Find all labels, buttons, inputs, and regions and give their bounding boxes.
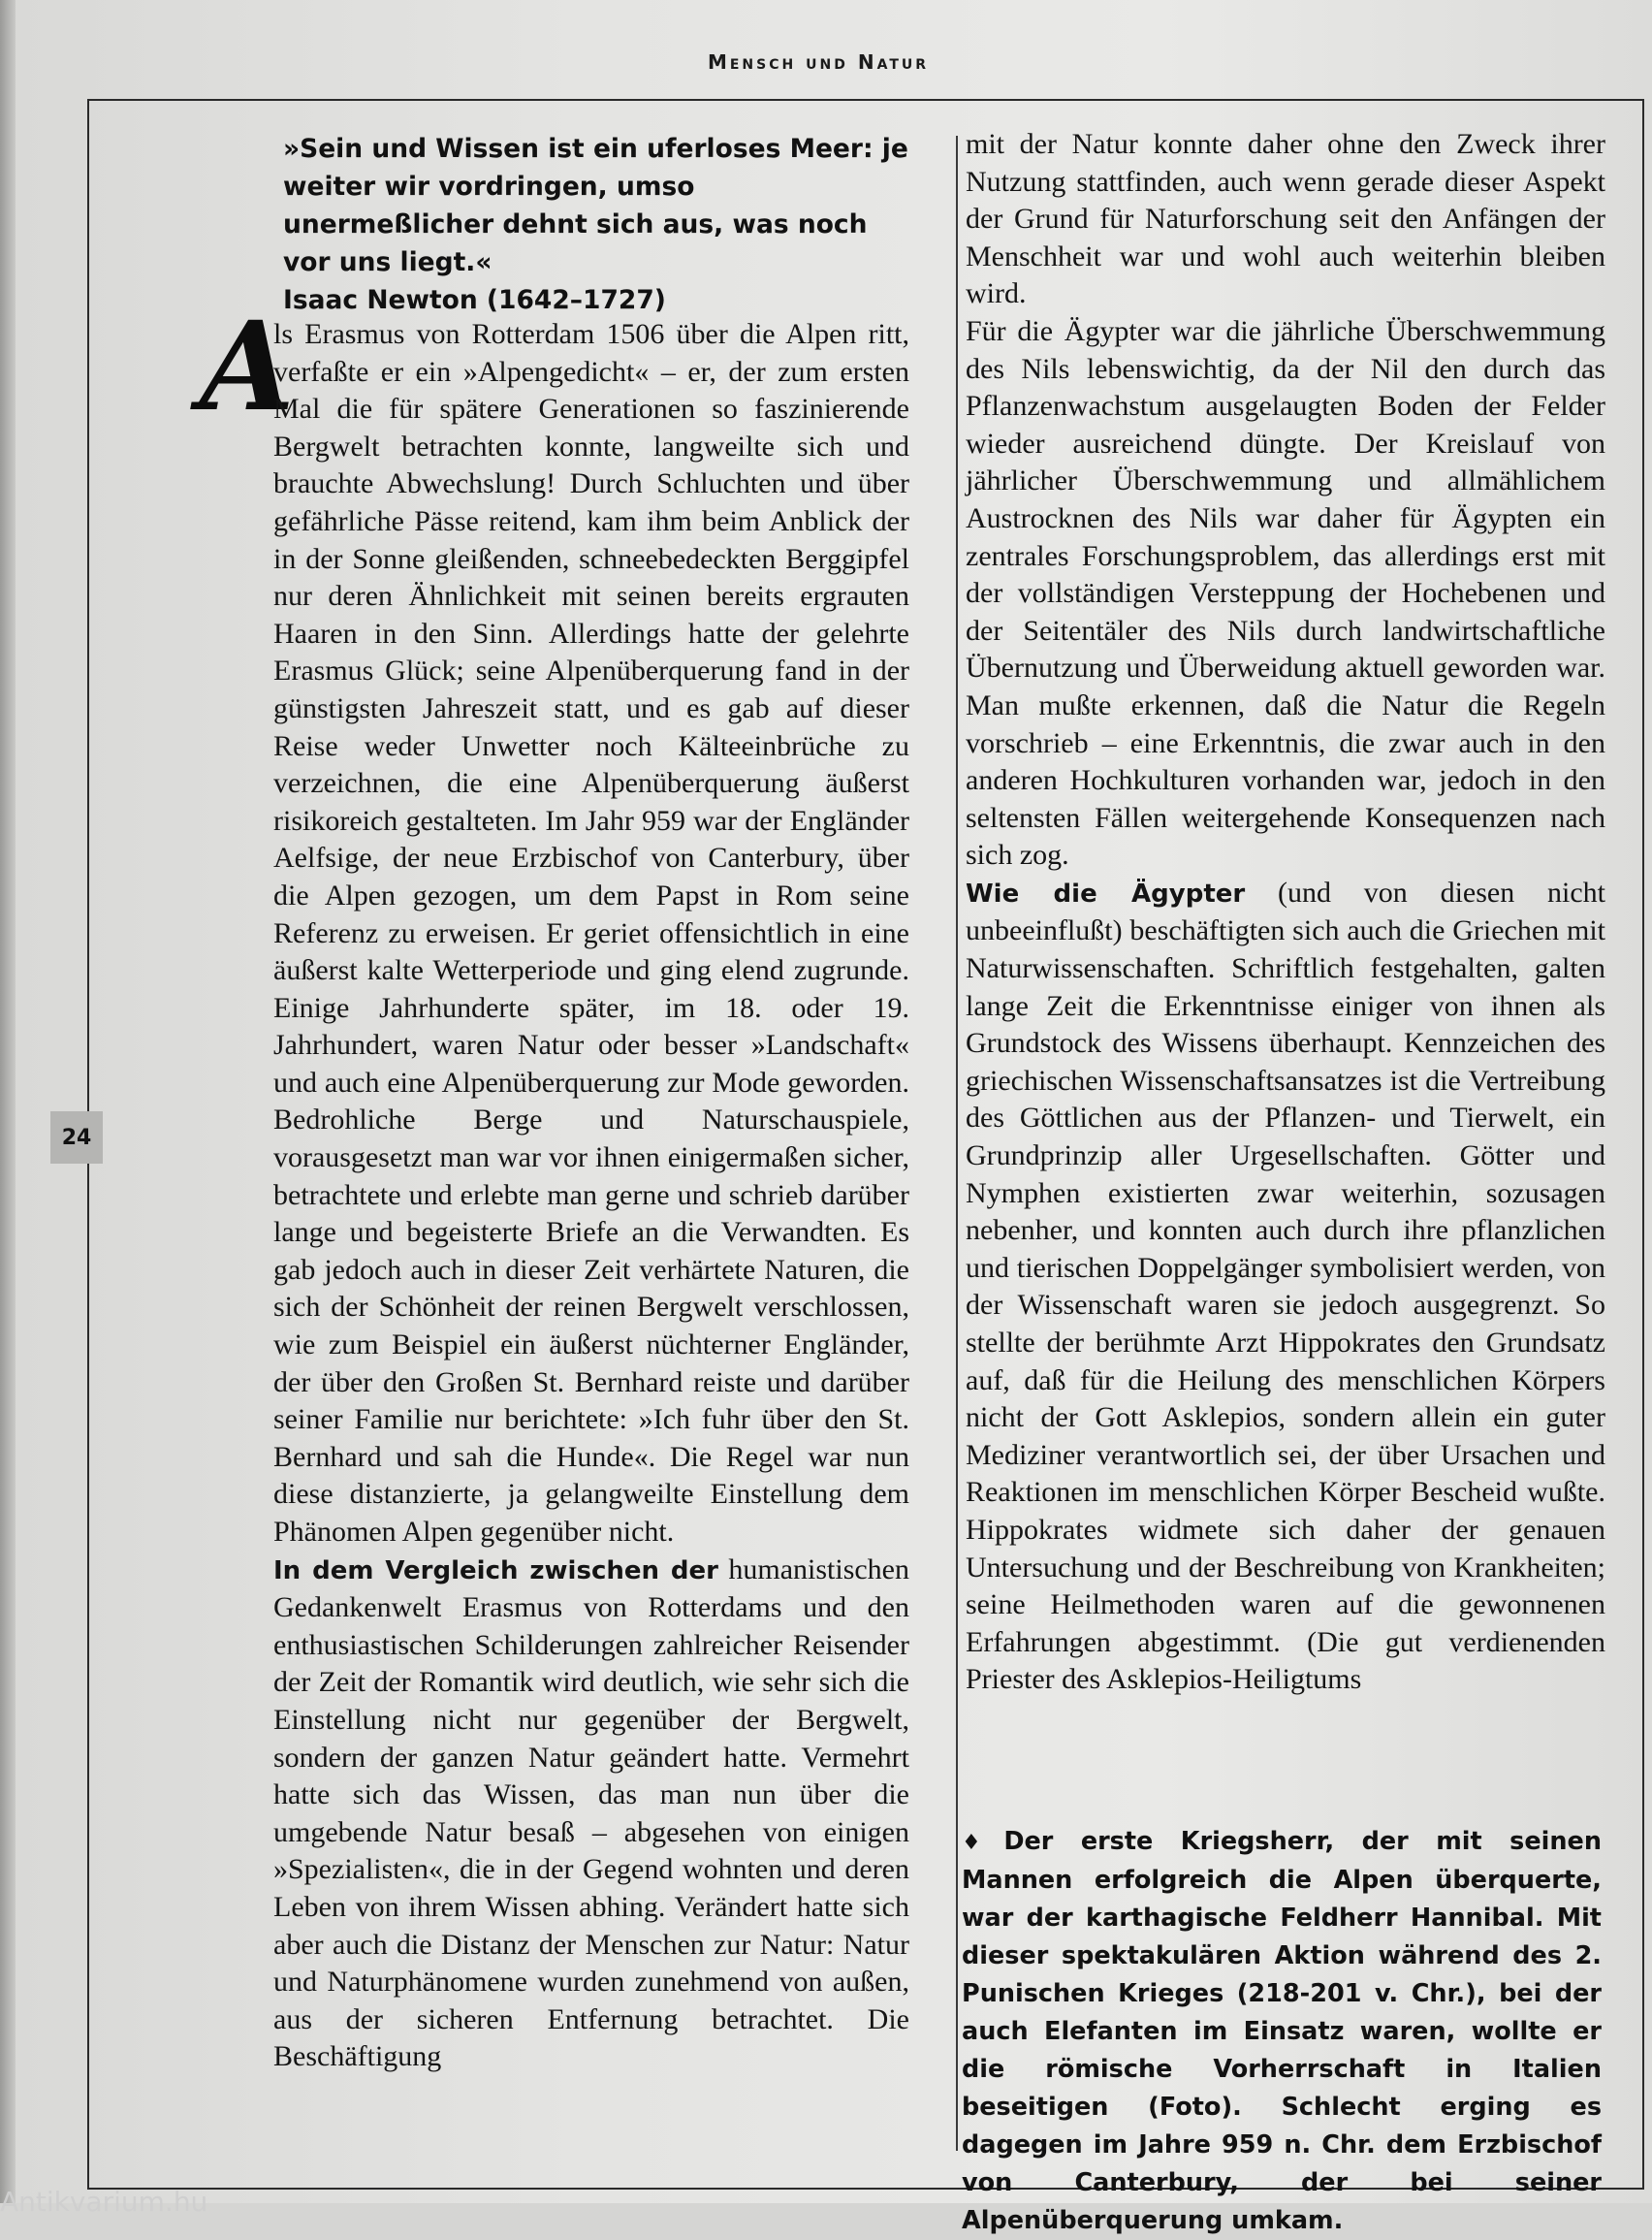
watermark [0, 2186, 388, 2218]
diamond-bullet-icon: ♦ [962, 1831, 1001, 1855]
book-binding [0, 0, 16, 2203]
drop-cap: A [200, 295, 295, 438]
running-title: Mensch und Natur [707, 50, 930, 74]
caption-text: Der erste Kriegsherr, der mit seinen Mannen erfolgreich die Alpen überquerte, war der karthagische Feldherr Hannibal. Mit dieser spektakulären Aktion während des 2. Punischen Krieges (218-201 v. Chr.), bei der auch Elefanten im Einsatz waren, wollte er die römische Vorherrschaft in Italien beseitigen (Foto). Schlecht erging es dagegen im Jahre 959 n. Chr. dem Erzbischof von Canterbury, der bei seiner Alpenüberquerung umkam. [962, 1827, 1602, 2235]
page-number: 24 [61, 1125, 92, 1150]
epigraph [283, 130, 913, 319]
column-divider [956, 136, 958, 2151]
photo-caption [962, 1823, 1602, 2240]
page-number-badge [50, 1111, 103, 1164]
right-paragraph-2: Für die Ägypter war die jährliche Überschwemmung des Nils lebenswichtig, da der Nil den durch das Pflanzenwachstum ausgelaugten Boden der Felder wieder ausreichend düngte. Der Kreislauf von jährlicher Überschwemmung und allmählichem Austrocknen des Nils war daher für Ägypten ein zentrales Forschungsproblem, das allerdings erst mit der vollständigen Versteppung der Hochebenen und der Seitentäler des Nils durch landwirtschaftliche Übernutzung und Überweidung aktuell geworden war. Man mußte erkennen, daß die Natur die Regeln vorschrieb – eine Erkenntnis, die zwar auch in den anderen Hochkulturen vorhanden war, jedoch in den seltensten Fällen weitergehende Konsequenzen nach sich zog. [966, 314, 1605, 872]
watermark-text: Antikvarium.hu [0, 2186, 208, 2218]
right-column [966, 126, 1605, 1699]
run-in-heading: In dem Vergleich zwischen der [273, 1555, 718, 1585]
epigraph-quote: »Sein und Wissen ist ein uferloses Meer: je weiter wir vordringen, umso unermeßlicher dehnt sich aus, was noch vor uns liegt.« [283, 134, 908, 277]
right-paragraph-3-text: (und von diesen nicht unbeeinflußt) beschäftigten sich auch die Griechen mit Naturwissenschaften. Schriftlich festgehalten, galten lange Zeit die Erkenntnisse einiger von ihnen als Grundstock des Wissens überhaupt. Kennzeichen des griechischen Wissenschaftsansatzes ist die Vertreibung des Göttlichen aus der Pflanzen- und Tierwelt, ein Grundprinzip aller Urgesellschaften. Götter und Nymphen existierten zwar weiterhin, sozusagen nebenher, und konnten auch durch ihre pflanzlichen und tierischen Doppelgänger symbolisiert werden, von der Wissenschaft waren sie jedoch ausgegrenzt. So stellte der berühmte Arzt Hippokrates den Grundsatz auf, daß für die Heilung des menschlichen Körpers nicht der Gott Asklepios, sondern allein ein guter Mediziner verantwortlich sei, der über Ursachen und Reaktionen im menschlichen Körper Bescheid wußte. Hippokrates widmete sich daher der genauen Untersuchung und der Beschreibung von Krankheiten; seine Heilmethoden waren auf die gewonnenen Erfahrungen abgestimmt. (Die gut verdienenden Priester des Asklepios-Heiligtums [966, 876, 1605, 1696]
left-paragraph-2 [273, 1552, 909, 2076]
right-paragraph-1: mit der Natur konnte daher ohne den Zweck ihrer Nutzung stattfinden, auch wenn gerade dieser Aspekt der Grund für Naturforschung seit den Anfängen der Menschheit war und wohl auch weiterhin bleiben wird. [966, 128, 1605, 310]
run-in-heading: Wie die Ägypter [966, 879, 1246, 909]
left-paragraph-1-text: ls Erasmus von Rotterdam 1506 über die Alpen ritt, verfaßte er ein »Alpengedicht« – er, der zum ersten Mal die für spätere Generationen so faszinierende Bergwelt betrachten konnte, langweilte sich und brauchte Abwechslung! Durch Schluchten und über gefährliche Pässe reitend, kam ihm beim Anblick der in der Sonne gleißenden, schneebedeckten Berggipfel nur deren Ähnlichkeit mit seinen bereits ergrauten Haaren in den Sinn. Allerdings hatte der gelehrte Erasmus Glück; seine Alpenüberquerung fand in der günstigsten Jahreszeit statt, und es gab auf dieser Reise weder Unwetter noch Kälteeinbrüche zu verzeichnen, die eine Alpenüberquerung äußerst risikoreich gestalteten. Im Jahr 959 war der Engländer Aelfsige, der neue Erzbischof von Canterbury, über die Alpen gezogen, um dem Papst in Rom seine Referenz zu erweisen. Er geriet offensichtlich in eine äußerst kalte Wetterperiode und ging elend zugrunde. Einige Jahrhunderte später, im 18. oder 19. Jahrhundert, waren Natur oder besser »Landschaft« und auch eine Alpenüberquerung zur Mode geworden. Bedrohliche Berge und Naturschauspiele, vorausgesetzt man war vor ihnen einigermaßen sicher, betrachtete und erlebte man gerne und schrieb darüber lange und begeisterte Briefe an die Verwandten. Es gab jedoch auch in dieser Zeit verhärtete Naturen, die sich der Schönheit der reinen Bergwelt verschlossen, wie zum Beispiel ein äußerst nüchterner Engländer, der über den Großen St. Bernhard reiste und darüber seiner Familie nur berichtete: »Ich fuhr über den St. Bernhard und sah die Hunde«. Die Regel war nun diese distanzierte, ja gelangweilte Einstellung dem Phänomen Alpen gegenüber nicht. [273, 318, 909, 1548]
right-paragraph-3 [966, 875, 1605, 1699]
left-paragraph-2-text: humanistischen Gedankenwelt Erasmus von Rotterdams und den enthusiastischen Schilderungen zahlreicher Reisender der Zeit der Romantik wird deutlich, wie sehr sich die Einstellung nicht nur gegenüber der Bergwelt, sondern der ganzen Natur geändert hatte. Vermehrt hatte sich das Wissen, das man nun über die umgebende Natur besaß – abgesehen von einigen »Spezialisten«, die in der Gegend wohnten und deren Leben von ihrem Wissen abhing. Verändert hatte sich aber auch die Distanz der Menschen zur Natur: Natur und Naturphänomene wurden zunehmend von außen, aus der sicheren Entfernung betrachtet. Die Beschäftigung [273, 1552, 909, 2073]
epigraph-author: Isaac Newton (1642–1727) [283, 285, 666, 315]
running-head [0, 50, 1636, 74]
